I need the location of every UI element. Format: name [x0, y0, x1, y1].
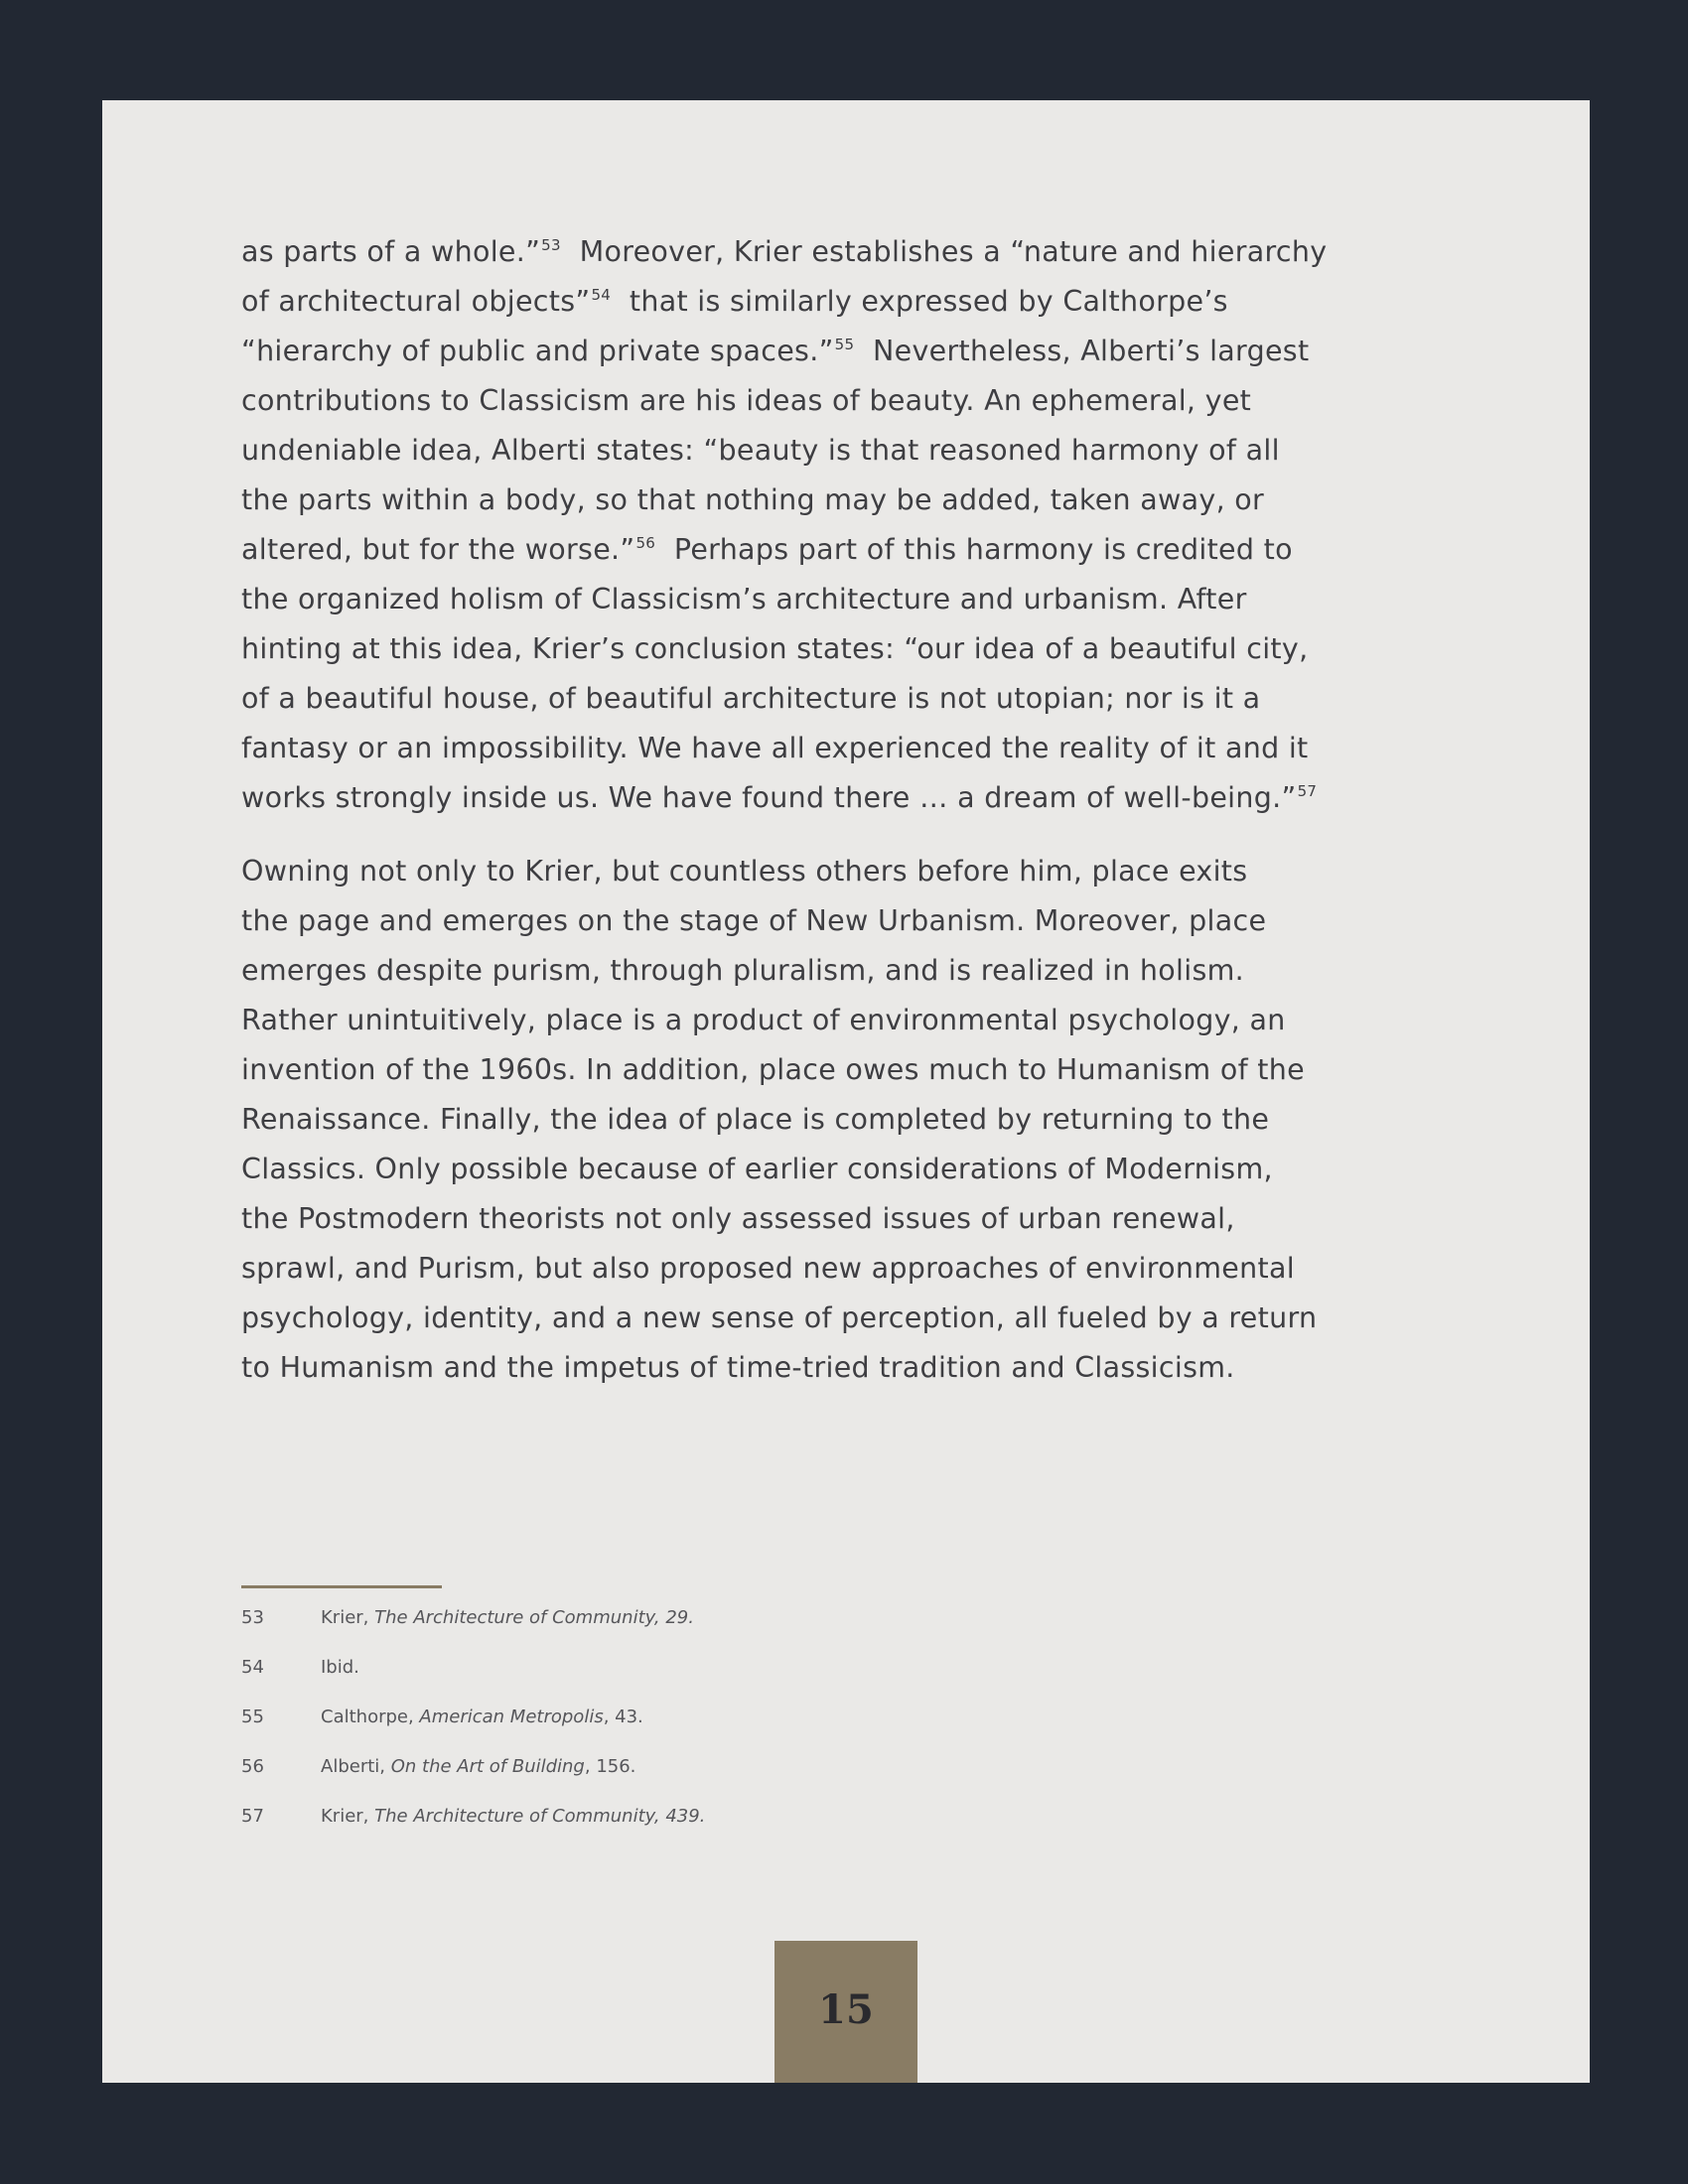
- text-line: invention of the 1960s. In addition, place owes much to Humanism of the: [241, 1053, 1305, 1086]
- text-line: the organized holism of Classicism’s architecture and urbanism. After: [241, 583, 1247, 615]
- text-line: the page and emerges on the stage of New Urbanism. Moreover, place: [241, 904, 1267, 937]
- text-line: [241, 327, 1453, 376]
- text-span: Perhaps part of this harmony is credited to: [655, 533, 1293, 566]
- page-number: 15: [818, 1986, 874, 2033]
- text-line: [241, 277, 1453, 327]
- footnote-number: 53: [241, 1607, 264, 1628]
- paragraph-1: [241, 227, 1453, 823]
- footnote-title: On the Art of Building: [390, 1756, 585, 1777]
- footnote-ref-55[interactable]: 55: [834, 336, 855, 353]
- footnote-text: [321, 1657, 359, 1678]
- text-span: Nevertheless, Alberti’s largest: [854, 335, 1310, 367]
- footnote-ref-54[interactable]: 54: [591, 286, 612, 304]
- footnote-ref-57[interactable]: 57: [1297, 782, 1318, 800]
- text-line: emerges despite purism, through pluralism, and is realized in holism.: [241, 954, 1245, 987]
- text-span: works strongly inside us. We have found there … a dream of well-being.”: [241, 781, 1297, 814]
- footnote-author: Krier,: [321, 1806, 375, 1827]
- text-line: sprawl, and Purism, but also proposed new approaches of environmental: [241, 1252, 1295, 1285]
- text-line: fantasy or an impossibility. We have all experienced the reality of it and it: [241, 732, 1309, 764]
- text-line: [241, 773, 1453, 823]
- footnote-author: Alberti,: [321, 1756, 391, 1777]
- footnote-title: American Metropolis: [419, 1706, 604, 1727]
- footnote-53: [241, 1603, 705, 1653]
- footnote-title: The Architecture of Community, 29.: [374, 1607, 694, 1628]
- footnote-rest: , 156.: [584, 1756, 636, 1777]
- footnote-54: [241, 1653, 705, 1703]
- text-line: [241, 227, 1453, 277]
- text-span: that is similarly expressed by Calthorpe’s: [611, 285, 1228, 318]
- text-line: to Humanism and the impetus of time-tried tradition and Classicism.: [241, 1351, 1235, 1384]
- text-line: Owning not only to Krier, but countless others before him, place exits: [241, 855, 1248, 887]
- footnote-number: 55: [241, 1706, 264, 1727]
- text-span: as parts of a whole.”: [241, 235, 541, 268]
- footnote-number: 54: [241, 1657, 264, 1678]
- text-line: [241, 525, 1453, 575]
- footnote-text: [321, 1806, 705, 1827]
- text-line: psychology, identity, and a new sense of perception, all fueled by a return: [241, 1301, 1318, 1334]
- text-line: hinting at this idea, Krier’s conclusion states: “our idea of a beautiful city,: [241, 632, 1309, 665]
- footnote-author: Krier,: [321, 1607, 375, 1628]
- text-line: the Postmodern theorists not only assessed issues of urban renewal,: [241, 1202, 1235, 1235]
- footnotes: [241, 1603, 705, 1851]
- text-line: Rather unintuitively, place is a product of environmental psychology, an: [241, 1004, 1286, 1036]
- text-line: Renaissance. Finally, the idea of place is completed by returning to the: [241, 1103, 1270, 1136]
- footnote-rest: , 43.: [603, 1706, 643, 1727]
- text-line: contributions to Classicism are his ideas of beauty. An ephemeral, yet: [241, 384, 1252, 417]
- text-span: Moreover, Krier establishes a “nature and hierarchy: [560, 235, 1328, 268]
- footnote-number: 57: [241, 1806, 264, 1827]
- text-span: of architectural objects”: [241, 285, 591, 318]
- footnote-number: 56: [241, 1756, 264, 1777]
- footnote-55: [241, 1703, 705, 1752]
- footnote-text: [321, 1756, 635, 1777]
- text-line: of a beautiful house, of beautiful architecture is not utopian; nor is it a: [241, 682, 1261, 715]
- footnote-divider: [241, 1585, 442, 1588]
- text-span: altered, but for the worse.”: [241, 533, 635, 566]
- footnote-author: Calthorpe,: [321, 1706, 420, 1727]
- footnote-ref-53[interactable]: 53: [541, 236, 561, 254]
- text-line: undeniable idea, Alberti states: “beauty is that reasoned harmony of all: [241, 434, 1280, 467]
- footnote-text: [321, 1706, 643, 1727]
- body-text: [241, 227, 1453, 1417]
- footnote-title: The Architecture of Community, 439.: [374, 1806, 706, 1827]
- footnote-56: [241, 1752, 705, 1802]
- footnote-ref-56[interactable]: 56: [635, 534, 656, 552]
- footnote-text: [321, 1607, 694, 1628]
- page-number-box: [774, 1941, 917, 2083]
- paragraph-2: [241, 847, 1453, 1393]
- footnote-57: [241, 1802, 705, 1851]
- page: [102, 100, 1590, 2083]
- text-line: the parts within a body, so that nothing may be added, taken away, or: [241, 483, 1265, 516]
- text-span: “hierarchy of public and private spaces.”: [241, 335, 834, 367]
- footnote-author: Ibid.: [321, 1657, 359, 1678]
- text-line: Classics. Only possible because of earlier considerations of Modernism,: [241, 1153, 1273, 1185]
